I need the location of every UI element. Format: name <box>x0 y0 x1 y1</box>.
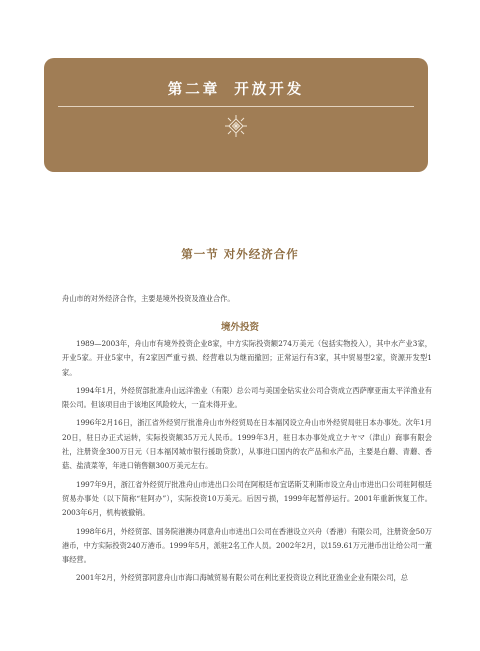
paragraph: 1994年1月，外经贸部批准舟山远洋渔业（有限）总公司与美国金钻实业公司合资成立西萨摩亚南太平洋渔业有限公司。但该项目由于该地区风险较大，一直未得开业。 <box>62 385 432 410</box>
paragraph: 1996年2月16日，浙江省外经贸厅批准舟山市外经贸局在日本福冈设立舟山市外经贸局驻日本办事处。次年1月20日，驻日办正式运转，实际投资额35万元人民币。1999年3月，驻日本办事处成立ナヤマ（津山）商事有限会社，注册资金300万日元（日本福冈城市银行援助贷款），从事进口国内的农产品和水产品，主要是白蘑、青蘑、香菇、盐渍菜等，年进口销售额300万美元左右。 <box>62 418 432 471</box>
paragraph: 1998年6月，外经贸部、国务院港澳办同意舟山市进出口公司在香港设立兴舟（香港）有限公司，注册资金50万港币，中方实际投资240万港币。1999年5月，派驻2名工作人员。2002年2月，以159.61万元港币出让给公司一董事经营。 <box>62 526 432 565</box>
intro-paragraph: 舟山市的对外经济合作，主要是境外投资及渔业合作。 <box>62 294 235 303</box>
paragraph: 2001年2月，外经贸部同意舟山市海口海城贸易有限公司在利比亚投资设立利比亚渔业企业有限公司，总 <box>76 573 408 583</box>
chapter-banner <box>44 58 428 172</box>
chapter-title: 第二章 开放开发 <box>167 81 305 98</box>
body-text <box>62 337 432 590</box>
subsection-title: 境外投资 <box>220 322 259 333</box>
paragraph: 1997年9月，浙江省外经贸厅批准舟山市进出口公司在阿根廷布宜诺斯艾利斯市设立舟山市进出口公司驻阿根廷贸易办事处（以下简称“驻阿办”），实际投资10万美元。后因亏损，1999年起暂停运行。2001年重新恢复工作。2003年6月，机构被撤销。 <box>62 479 432 518</box>
paragraph: 1989—2003年，舟山市有境外投资企业8家，中方实际投资额274万美元（包括实物投入），其中水产业3家，开业5家。开业5家中，有2家因严重亏损、经营难以为继而撤回；正常运行有3家，其中贸易型2家，资源开发型1家。 <box>62 339 432 377</box>
ornament-icon <box>224 114 248 138</box>
section-title: 第一节 对外经济合作 <box>181 247 299 261</box>
banner-divider <box>58 106 414 107</box>
